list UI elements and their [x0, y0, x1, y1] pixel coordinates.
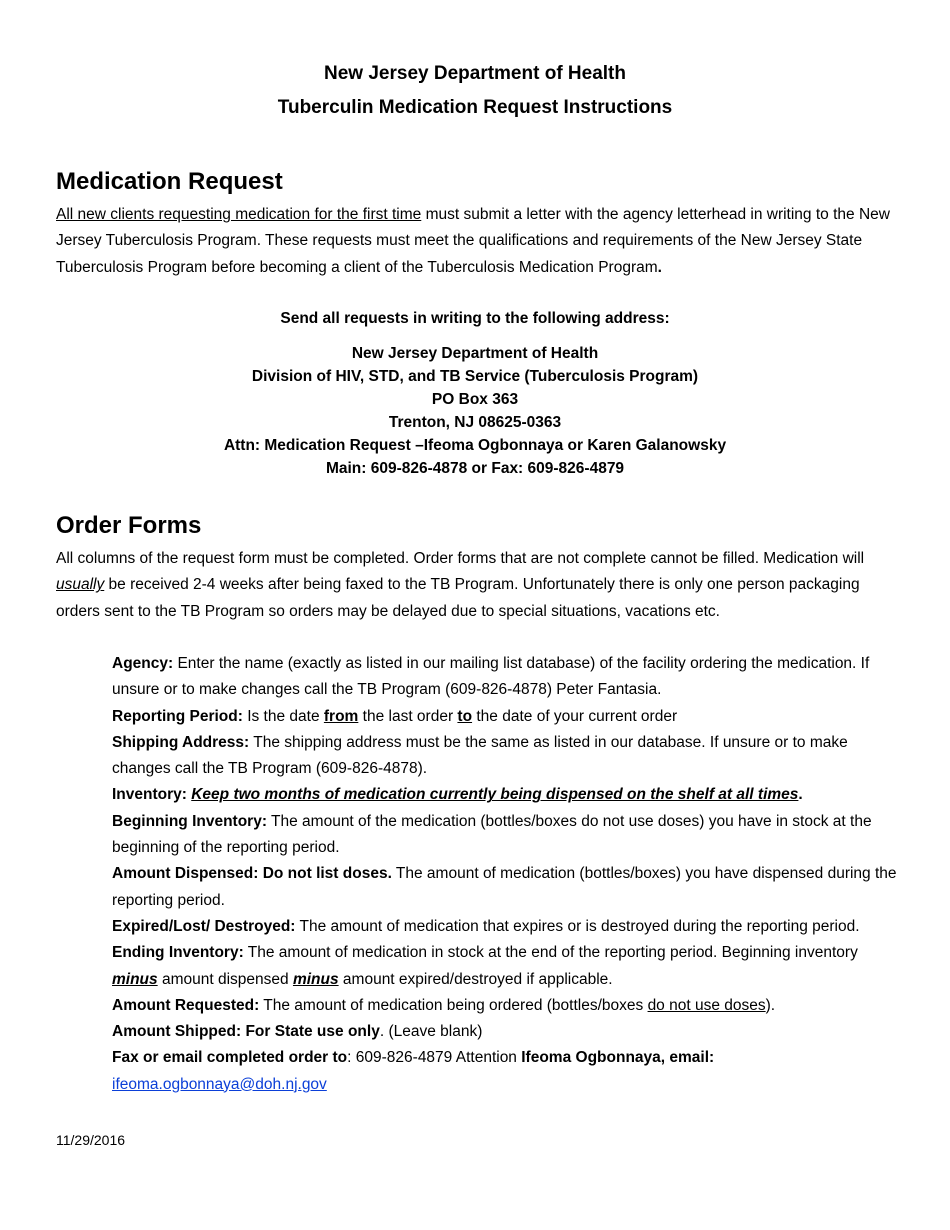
definition-label: Shipping Address:: [112, 733, 250, 751]
mailing-address: [0, 342, 950, 457]
definition-label: Inventory:: [112, 786, 192, 804]
definition-label: Expired/Lost/ Destroyed:: [112, 917, 296, 935]
definition-shipping-address: [112, 730, 902, 783]
definition-label: Reporting Period:: [112, 707, 243, 725]
definition-label: Amount Dispensed: Do not list doses.: [112, 865, 392, 883]
definition-amount-requested: [112, 993, 902, 1019]
definition-text: The amount of medication in stock at the end of the reporting period. Beginning inventory: [243, 944, 858, 962]
title-line-agency: New Jersey Department of Health: [324, 63, 626, 84]
definition-text: The amount of medication being ordered (bottles/boxes: [259, 996, 648, 1014]
definition-label: Beginning Inventory:: [112, 812, 267, 830]
contact-name: Ifeoma Ogbonnaya, email:: [521, 1049, 715, 1067]
definition-label: Fax or email completed order to: [112, 1049, 348, 1067]
field-definitions: [112, 651, 902, 1098]
definition-agency: [112, 651, 902, 704]
definition-label: Amount Shipped: For State use only: [112, 1023, 380, 1041]
send-instruction: Send all requests in writing to the following address:: [280, 310, 670, 327]
document-date: 11/29/2016: [56, 1132, 126, 1148]
inventory-emphasis: Keep two months of medication currently being dispensed on the shelf at all times: [191, 786, 799, 804]
definition-inventory: [112, 782, 902, 808]
definition-text: The amount of medication (bottles/boxes) you have dispensed during the reporting period.: [112, 865, 897, 909]
definition-ending-inventory: [112, 940, 902, 993]
definition-text: : 609-826-4879 Attention: [347, 1049, 522, 1067]
definition-label: Ending Inventory:: [112, 944, 244, 962]
no-doses-emphasis: do not use doses: [647, 996, 766, 1014]
phone-fax-line: Main: 609-826-4878 or Fax: 609-826-4879: [325, 460, 625, 477]
minus-emphasis: minus: [112, 970, 158, 988]
address-line: New Jersey Department of Health: [351, 345, 599, 362]
order-forms-text: be received 2-4 weeks after being faxed to the TB Program. Unfortunately there is only one person packaging orders sent to the TB Program so orders may be delayed due to special situations, vacations etc.: [56, 576, 860, 620]
medication-request-heading: Medication Request: [56, 168, 283, 195]
address-line: Trenton, NJ 08625-0363: [388, 414, 562, 431]
medication-request-intro: [56, 202, 896, 281]
definition-text: the date of your current order: [472, 707, 678, 725]
definition-label: Amount Requested:: [112, 996, 260, 1014]
definition-text: Is the date: [242, 707, 324, 725]
intro-underlined-text: All new clients requesting medication for the first time: [56, 206, 422, 223]
definition-label: Agency:: [112, 655, 174, 672]
definition-text: ).: [765, 996, 776, 1014]
intro-text: must submit a letter with the agency letterhead in writing to the New Jersey Tuberculosis Program. These requests must meet the qualifications and requirements of the New Jersey State Tuberculosis Program before becoming a client of the Tuberculosis Medication Program: [56, 206, 890, 276]
document-title: [0, 57, 950, 125]
minus-emphasis: minus: [292, 970, 339, 988]
definition-text: the last order: [358, 707, 458, 725]
definition-text: The amount of medication that expires or is destroyed during the reporting period.: [295, 917, 860, 935]
definition-amount-dispensed: [112, 861, 902, 914]
definition-text: amount dispensed: [157, 970, 293, 988]
address-line: PO Box 363: [431, 391, 519, 408]
inventory-period: .: [798, 786, 803, 804]
definition-text: Enter the name (exactly as listed in our mailing list database) of the facility ordering the medication. If unsure or to make changes call the TB Program (609-826-4878) Peter Fantasia.: [112, 655, 870, 699]
definition-text: The amount of the medication (bottles/boxes do not use doses) you have in stock at the beginning of the reporting period.: [112, 812, 872, 857]
order-forms-text: All columns of the request form must be completed. Order forms that are not complete cannot be filled. Medication will: [56, 550, 865, 567]
definition-text: amount expired/destroyed if applicable.: [338, 970, 613, 988]
email-link[interactable]: ifeoma.ogbonnaya@doh.nj.gov: [112, 1075, 327, 1093]
to-emphasis: to: [457, 707, 473, 725]
address-line: Division of HIV, STD, and TB Service (Tuberculosis Program): [251, 368, 699, 385]
definition-expired: [112, 914, 902, 940]
order-forms-heading: Order Forms: [56, 512, 202, 539]
definition-text: The shipping address must be the same as listed in our database. If unsure or to make changes call the TB Program (609-826-4878).: [112, 733, 848, 778]
definition-beginning-inventory: [112, 809, 902, 862]
definition-amount-shipped: [112, 1019, 902, 1045]
intro-period: .: [657, 258, 662, 276]
usually-emphasis: usually: [56, 576, 105, 594]
from-emphasis: from: [323, 707, 359, 725]
address-line: Attn: Medication Request –Ifeoma Ogbonnaya or Karen Galanowsky: [223, 437, 727, 454]
order-forms-intro: [56, 546, 896, 625]
definition-reporting-period: [112, 704, 902, 730]
definition-text: . (Leave blank): [379, 1023, 483, 1041]
definition-fax-email: [112, 1045, 902, 1098]
title-line-document: Tuberculin Medication Request Instructions: [277, 97, 673, 118]
